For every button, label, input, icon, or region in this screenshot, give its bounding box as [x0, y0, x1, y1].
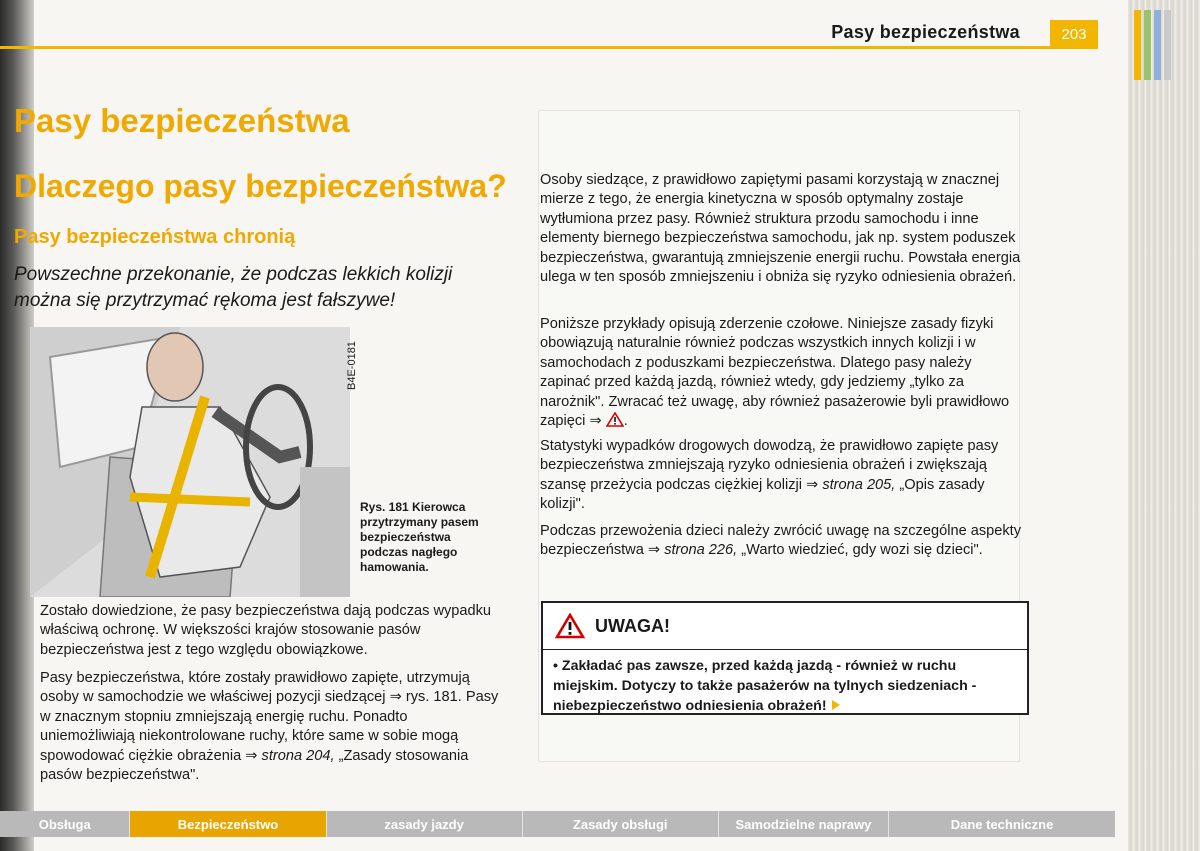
right-p3-text-a: Statystyki wypadków drogowych dowodzą, że prawidłowo zapięte pasy bezpieczeństwa zmniejszają ryzyko odniesienia obrażeń i zwiększają szansę przeżycia podczas ciężkiej kolizji ⇒ — [540, 438, 999, 493]
warning-box — [541, 601, 1029, 715]
right-p4-text-b: „Warto wiedzieć, gdy wozi się dzieci". — [737, 542, 983, 559]
page-number: 203 — [1050, 20, 1098, 49]
page-edges — [1128, 0, 1200, 851]
warning-body — [543, 650, 1027, 722]
thumb-index-yellow — [1134, 10, 1141, 80]
chapter-heading: Pasy bezpieczeństwa — [14, 102, 350, 139]
warning-triangle-icon — [555, 613, 585, 639]
warning-header — [543, 603, 1027, 650]
left-paragraph-1: Zostało dowiedzione, że pasy bezpieczeństwa dają podczas wypadku właściwą ochronę. W większości krajów stosowanie pasów bezpieczeństwa jest z tego względu obowiązkowe. — [40, 603, 492, 658]
section-tabs — [0, 811, 1115, 837]
warning-text: Zakładać pas zawsze, przed każdą jazdą - również w ruchu miejskim. Dotyczy to także pasażerów na tylnych siedzeniach - niebezpieczeństwo odniesienia obrażeń! — [553, 658, 977, 714]
warning-triangle-icon — [606, 412, 624, 427]
left-paragraph-2 — [40, 669, 505, 785]
lead-statement: Powszechne przekonanie, że podczas lekkich kolizji można się przytrzymać rękoma jest fałszywe! — [14, 264, 453, 311]
tab-zasady-obslugi[interactable]: Zasady obsługi — [523, 811, 719, 837]
tab-dane-techniczne[interactable]: Dane techniczne — [889, 811, 1115, 837]
right-paragraph-2: Poniższe przykłady opisują zderzenie czołowe. Niniejsze zasady fizyki obowiązują naturalnie również podczas wszystkich innych kolizji i w samochodach z poduszkami bezpieczeństwa. Dlatego pasy należy zapinać przed każdą jazdą, również wtedy, gdy jedziemy „tylko za narożnik". Zwracać też uwagę, aby również pasażerowie byli prawidłowo zapięci ⇒ . — [540, 316, 1010, 430]
header-rule — [0, 46, 1050, 49]
left-p2-reference-link[interactable]: strona 204, — [261, 747, 335, 764]
figure-caption: Rys. 181 Kierowca przytrzymany pasem bezpieczeństwa podczas nagłego hamowania. — [360, 500, 479, 574]
right-p3-reference-link[interactable]: strona 205, — [822, 476, 896, 493]
warning-bullet: • — [553, 658, 558, 674]
right-p4-text-a: Podczas przewożenia dzieci należy zwrócić uwagę na szczególne aspekty bezpieczeństwa ⇒ — [540, 523, 1022, 559]
left-p2-text-b: „Zasady stosowania pasów bezpieczeństwa". — [40, 747, 469, 784]
figure-code: B4E-0181 — [346, 341, 358, 390]
continue-arrow-icon — [831, 699, 841, 711]
subsection-heading: Pasy bezpieczeństwa chronią — [14, 226, 296, 248]
right-p3-text-b: „Opis zasady kolizji". — [540, 476, 985, 513]
right-paragraph-4 — [540, 522, 1025, 561]
section-heading: Dlaczego pasy bezpieczeństwa? — [14, 168, 507, 204]
right-paragraph-1: Osoby siedzące, z prawidłowo zapiętymi pasami korzystają w znacznej mierze z tego, że energia kinetyczna w sposób optymalny zostaje wytłumiona przez pasy. Również struktura przodu samochodu i inne elementy biernego bezpieczeństwa samochodu, jak np. system poduszek bezpieczeństwa, gwarantują zmniejszenie energii ruchu. Powstała energia ulega w ten sposób zmniejszeniu i obniża się ryzyko odniesienia obrażeń. — [540, 172, 1021, 286]
thumb-index-blue — [1154, 10, 1161, 80]
warning-title: UWAGA! — [595, 615, 670, 636]
driver-illustration — [30, 327, 350, 597]
left-p2-text-a: Pasy bezpieczeństwa, które zostały prawidłowo zapięte, utrzymują osoby w samochodzie we właściwej pozycji siedzącej ⇒ rys. 181. Pasy w znacznym stopniu zmniejszają energię ruchu. Ponadto uniemożliwiają niekontrolowane ruchy, które same w sobie mogą spowodować ciężkie obrażenia ⇒ — [40, 670, 499, 764]
right-p4-reference-link[interactable]: strona 226, — [664, 542, 738, 559]
thumb-index-gray — [1164, 10, 1171, 80]
right-p2-text: Poniższe przykłady opisują zderzenie czołowe. Niniejsze zasady fizyki obowiązują naturalnie również podczas wszystkich innych kolizji i w samochodach z poduszkami bezpieczeństwa. Dlatego pasy należy zapinać przed każdą jazdą, również wtedy, gdy jedziemy „tylko za narożnik". Zwracać też uwagę, aby również pasażerowie byli prawidłowo zapięci ⇒ — [540, 316, 1010, 430]
tab-obsluga[interactable]: Obsługa — [0, 811, 130, 837]
tab-samodzielne-naprawy[interactable]: Samodzielne naprawy — [719, 811, 889, 837]
tab-bezpieczenstwo[interactable]: Bezpieczeństwo — [130, 811, 326, 837]
driver-belt-drawing — [30, 327, 350, 597]
running-header: Pasy bezpieczeństwa — [831, 22, 1020, 42]
right-paragraph-3 — [540, 437, 1025, 515]
tab-zasady-jazdy[interactable]: zasady jazdy — [327, 811, 523, 837]
thumb-index-green — [1144, 10, 1151, 80]
